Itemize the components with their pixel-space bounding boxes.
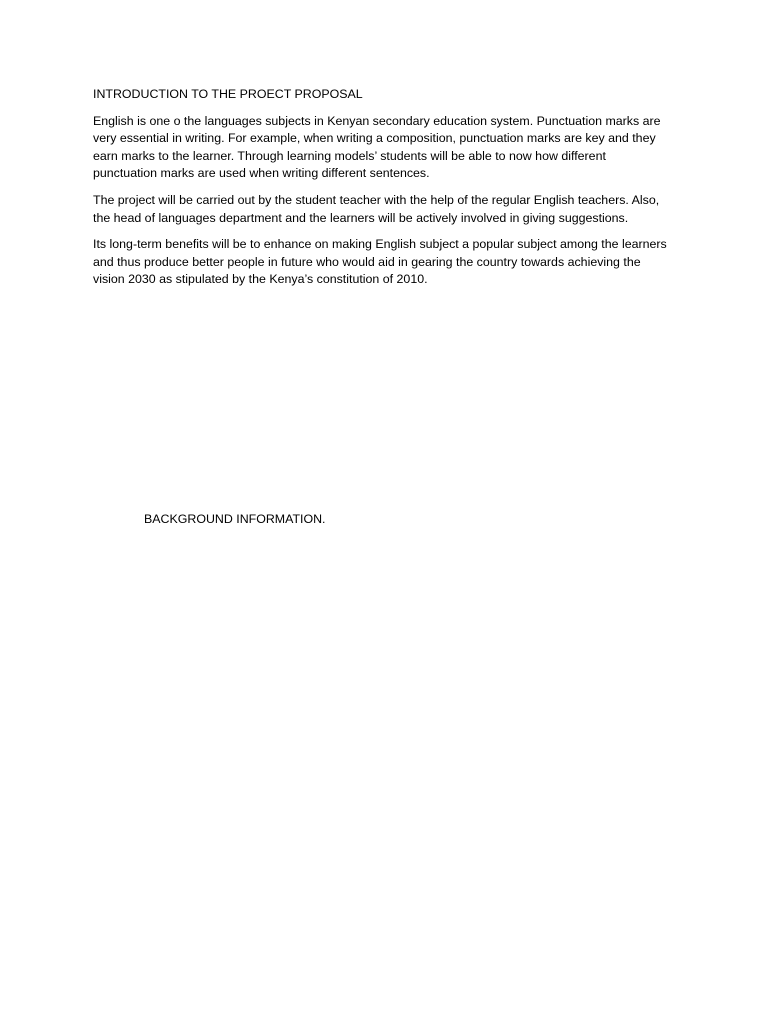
- document-body: [93, 86, 671, 298]
- document-title: INTRODUCTION TO THE PROECT PROPOSAL: [93, 87, 363, 101]
- paragraph-introduction: English is one o the languages subjects in Kenyan secondary education system. Punctuation marks are very essential in writing. For example, when writing a composition, punctuation marks are key and they earn marks to the learner. Through learning models’ students will be able to now how different punctuation marks are used when writing different sentences.: [93, 113, 661, 181]
- paragraph-project-execution: The project will be carried out by the student teacher with the help of the regular English teachers. Also, the head of languages department and the learners will be actively involved in giving suggestions.: [93, 192, 660, 225]
- section-heading-background: BACKGROUND INFORMATION.: [144, 512, 326, 526]
- paragraph-long-term-benefits: Its long-term benefits will be to enhance on making English subject a popular subject among the learners and thus produce better people in future who would aid in gearing the country towards achieving the vision 2030 as stipulated by the Kenya’s constitution of 2010.: [93, 237, 667, 287]
